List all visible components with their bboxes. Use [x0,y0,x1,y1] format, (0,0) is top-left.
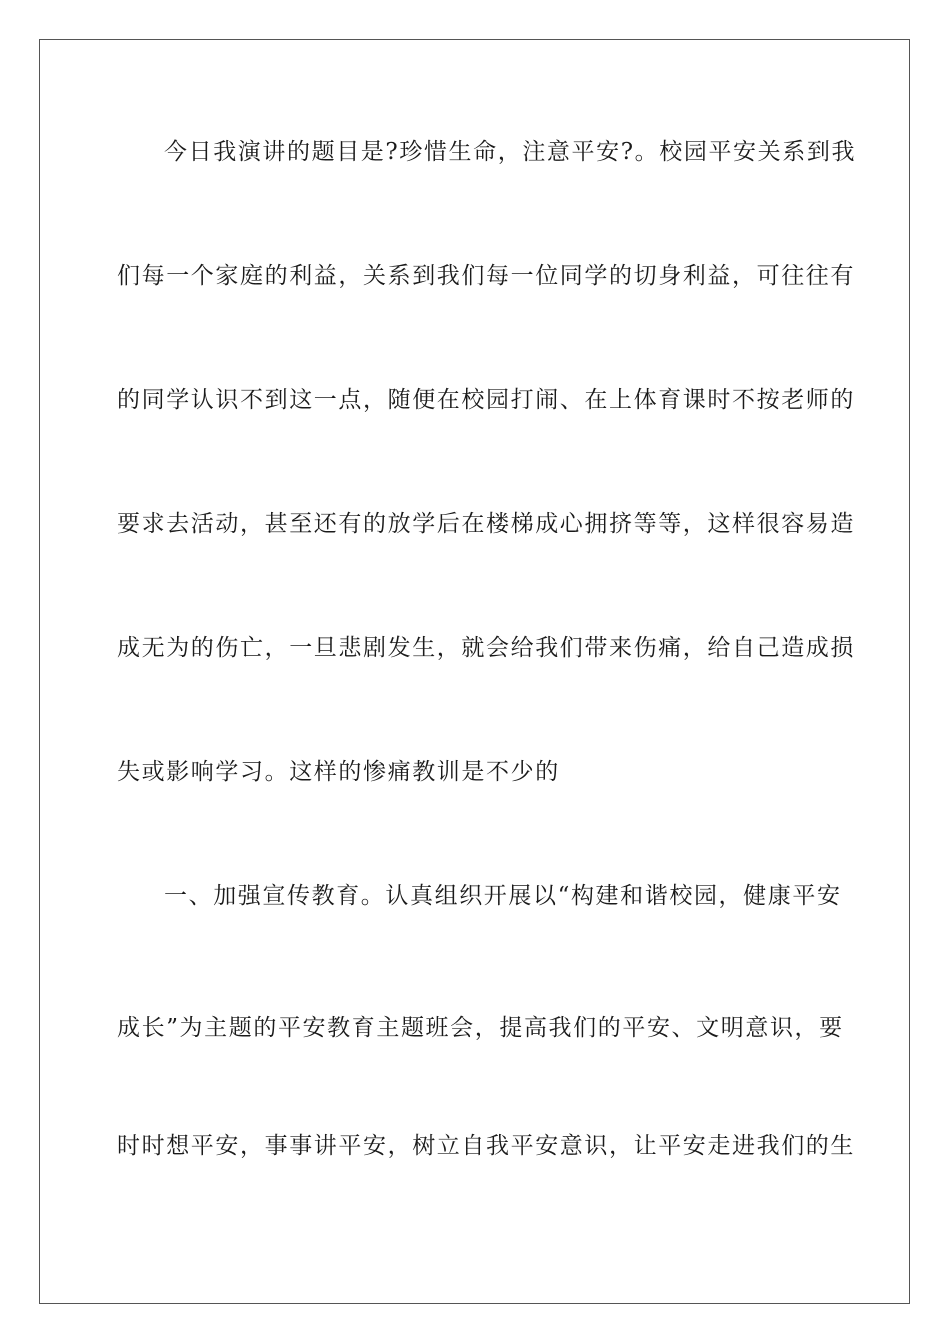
paragraph-1-line-5: 成无为的伤亡，一旦悲剧发生，就会给我们带来伤痛，给自己造成损 [117,635,855,661]
paragraph-1-line-2: 们每一个家庭的利益，关系到我们每一位同学的切身利益，可往往有 [117,263,855,289]
paragraph-2-line-3: 时时想平安，事事讲平安，树立自我平安意识，让平安走进我们的生 [117,1133,855,1159]
paragraph-1-line-4: 要求去活动，甚至还有的放学后在楼梯成心拥挤等等，这样很容易造 [117,511,855,537]
paragraph-1-line-3: 的同学认识不到这一点，随便在校园打闹、在上体育课时不按老师的 [117,387,855,413]
paragraph-2-line-1: 一、加强宣传教育。认真组织开展以“构建和谐校园，健康平安 [164,883,842,909]
paragraph-2-line-2: 成长”为主题的平安教育主题班会，提高我们的平安、文明意识，要 [117,1015,844,1041]
paragraph-1-line-1: 今日我演讲的题目是?珍惜生命，注意平安?。校园平安关系到我 [164,139,857,165]
page-border [39,39,910,1304]
paragraph-1-line-6: 失或影响学习。这样的惨痛教训是不少的 [117,759,560,785]
